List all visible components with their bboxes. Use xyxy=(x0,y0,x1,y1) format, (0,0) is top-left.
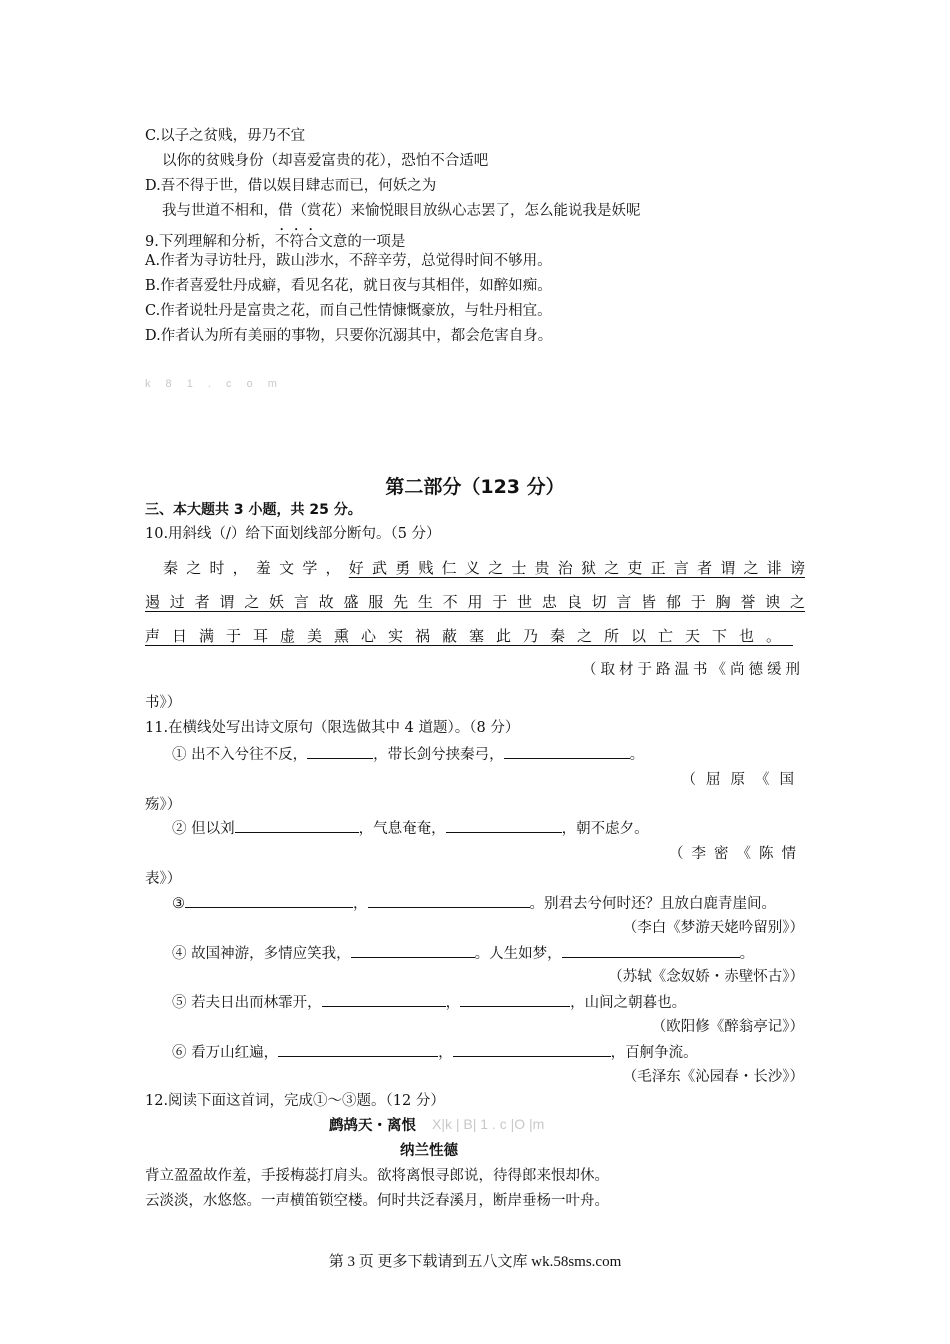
answer-blank[interactable] xyxy=(504,744,630,759)
watermark: k 8 1 . c o m xyxy=(145,378,283,390)
q11-item-5: ⑤ 若夫日出而林霏开， ， ，山间之朝暮也。 xyxy=(172,992,686,1013)
q10-stem: 10.用斜线（/）给下面划线部分断句。（5 分） xyxy=(145,526,441,542)
poem-author: 纳兰性德 xyxy=(400,1142,458,1159)
q11-item-6-source: （毛泽东《沁园春・长沙》） xyxy=(622,1069,804,1085)
answer-blank[interactable] xyxy=(351,943,475,958)
q11-item-3-source: （李白《梦游天姥吟留别》） xyxy=(622,920,804,936)
q9-emphasis: 不符合 xyxy=(274,234,319,250)
answer-blank[interactable] xyxy=(235,818,359,833)
q9-stem: 9.下列理解和分析，不符合文意的一项是 xyxy=(145,234,406,250)
q11-item-3: ③ ， 。别君去兮何时还？且放白鹿青崖间。 xyxy=(172,893,776,914)
q9-option-b: B.作者喜爱牡丹成癖，看见名花，就日夜与其相伴，如醉如痴。 xyxy=(145,278,552,294)
q8-option-c-translation: 以你的贫贱身份（却喜爱富贵的花），恐怕不合适吧 xyxy=(162,153,489,169)
watermark: X|k | B| 1 . c |O |m xyxy=(432,1116,545,1132)
q10-passage-line3 xyxy=(145,626,805,646)
q11-item-1: ① 出不入兮往不反， ，带长剑兮挟秦弓， 。 xyxy=(172,744,644,765)
poem-line-1: 背立盈盈故作羞，手挼梅蕊打肩头。欲将离恨寻郎说，待得郎来恨却休。 xyxy=(145,1168,609,1184)
page-footer: 第 3 页 更多下载请到五八文库 wk.58sms.com xyxy=(328,1254,622,1270)
answer-blank[interactable] xyxy=(307,744,373,759)
q11-item-4-source: （苏轼《念奴娇・赤壁怀古》） xyxy=(608,969,804,985)
answer-blank[interactable] xyxy=(562,943,740,958)
q11-item-1-source-b: 殇》） xyxy=(145,797,182,813)
q11-item-4: ④ 故国神游，多情应笑我， 。人生如梦， 。 xyxy=(172,943,754,964)
q10-passage-line1: 秦之时，羞文学，好武勇贱仁义之士贵治狱之吏正言者谓之诽谤 xyxy=(163,559,805,577)
q9-option-a: A.作者为寻访牡丹，跋山涉水，不辞辛劳，总觉得时间不够用。 xyxy=(145,253,552,269)
answer-blank[interactable] xyxy=(322,992,446,1007)
q11-item-2-source-a: （李密《陈情 xyxy=(669,846,804,862)
q10-source-a: （取材于路温书《尚德缓刑 xyxy=(582,662,804,678)
part2-title: 第二部分（123 分） xyxy=(385,476,565,498)
poem-line-2: 云淡淡，水悠悠。一声横笛锁空楼。何时共泛春溪月，断岸垂杨一叶舟。 xyxy=(145,1193,609,1209)
q8-option-c: C.以子之贫贱，毋乃不宜 xyxy=(145,128,306,144)
q11-item-2: ② 但以刘 ，气息奄奄， ，朝不虑夕。 xyxy=(172,818,649,839)
q8-option-d-translation: 我与世道不相和，借（赏花）来愉悦眼目放纵心志罢了，怎么能说我是妖呢 xyxy=(162,203,641,219)
answer-blank[interactable] xyxy=(185,893,353,908)
answer-blank[interactable] xyxy=(446,818,562,833)
answer-blank[interactable] xyxy=(460,992,570,1007)
answer-blank[interactable] xyxy=(453,1042,611,1057)
q10-passage-line2: 遏过者谓之妖言故盛服先生不用于世忠良切言皆郁于胸誉谀之 xyxy=(145,593,805,611)
q11-item-5-source: （欧阳修《醉翁亭记》） xyxy=(651,1019,804,1035)
q9-option-c: C.作者说牡丹是富贵之花，而自己性情慷慨豪放，与牡丹相宜。 xyxy=(145,303,552,319)
q10-underlined-1: 好武勇贱仁义之士贵治狱之吏正言者谓之诽谤 xyxy=(348,559,805,577)
q11-item-2-source-b: 表》） xyxy=(145,871,182,887)
poem-title: 鹧鸪天・离恨 xyxy=(329,1117,416,1134)
q11-item-6: ⑥ 看万山红遍， ， ，百舸争流。 xyxy=(172,1042,698,1063)
q10-underlined-3: 声日满于耳虚美熏心实祸蔽塞此乃秦之所以亡天下也。 xyxy=(145,627,794,645)
q11-stem: 11.在横线处写出诗文原句（限选做其中 4 道题）。（8 分） xyxy=(145,720,520,736)
q12-stem: 12.阅读下面这首词，完成①～③题。（12 分） xyxy=(145,1093,445,1109)
answer-blank[interactable] xyxy=(278,1042,438,1057)
q11-item-1-source-a: （屈原《国 xyxy=(681,772,804,788)
q10-source-b: 书》） xyxy=(145,695,182,711)
section3-heading: 三、本大题共 3 小题，共 25 分。 xyxy=(145,502,362,518)
answer-blank[interactable] xyxy=(368,893,530,908)
q8-option-d: D.吾不得于世，借以娱目肆志而已，何妖之为 xyxy=(145,178,437,194)
q9-option-d: D.作者认为所有美丽的事物，只要你沉溺其中，都会危害自身。 xyxy=(145,328,553,344)
